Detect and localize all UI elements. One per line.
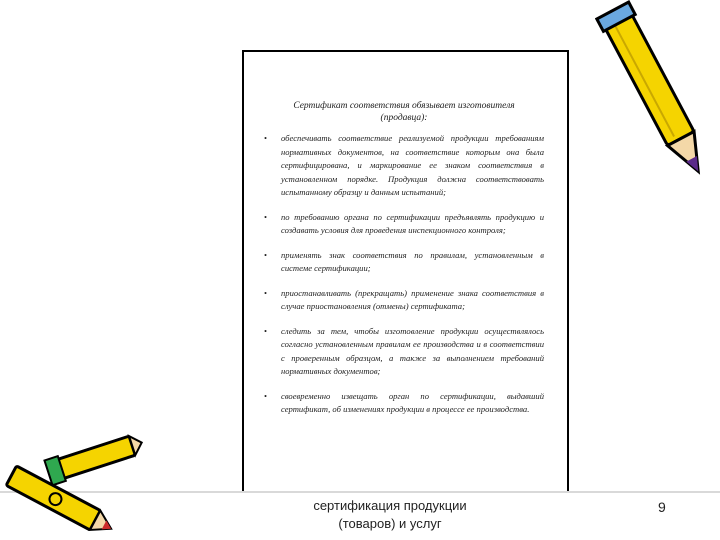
- obligations-list: [264, 132, 544, 428]
- pencil-icon: [595, 0, 720, 185]
- pencil-icon: [0, 430, 150, 535]
- list-item: • следить за тем, чтобы изготовление продукции осуществлялось согласно установленным правилам ее производства и в соответствии с проверенным образцом, а также за выполнением требований нормативных документов;: [264, 325, 544, 376]
- list-item: • применять знак соответствия по правилам, установленным в системе сертификации;: [264, 249, 544, 273]
- footer-line-1: сертификация продукции: [313, 498, 467, 513]
- list-item: • обеспечивать соответствие реализуемой продукции требованиям нормативных документов, на соответствие которым она была сертифицирована, и маркирование ее знаком соответствия в установленном порядке. Продукция должна соответствовать испытанному образцу и данным испытаний;: [264, 133, 544, 197]
- footer-caption: [290, 497, 490, 533]
- list-item: • своевременно извещать орган по сертификации, выдавший сертификат, об изменениях продукции в процессе ее производства.: [264, 390, 544, 414]
- scanned-document: [242, 50, 569, 491]
- list-item: • по требованию органа по сертификации предъявлять продукцию и создавать условия для проведения инспекционного контроля;: [264, 211, 544, 235]
- footer-line-2: (товаров) и услуг: [338, 516, 442, 531]
- list-item: • приостанавливать (прекращать) применение знака соответствия в случае приостановления (отмены) сертификата;: [264, 287, 544, 311]
- page-number: 9: [658, 499, 666, 515]
- document-title: Сертификат соответствия обязывает изготовителя (продавца):: [293, 101, 515, 123]
